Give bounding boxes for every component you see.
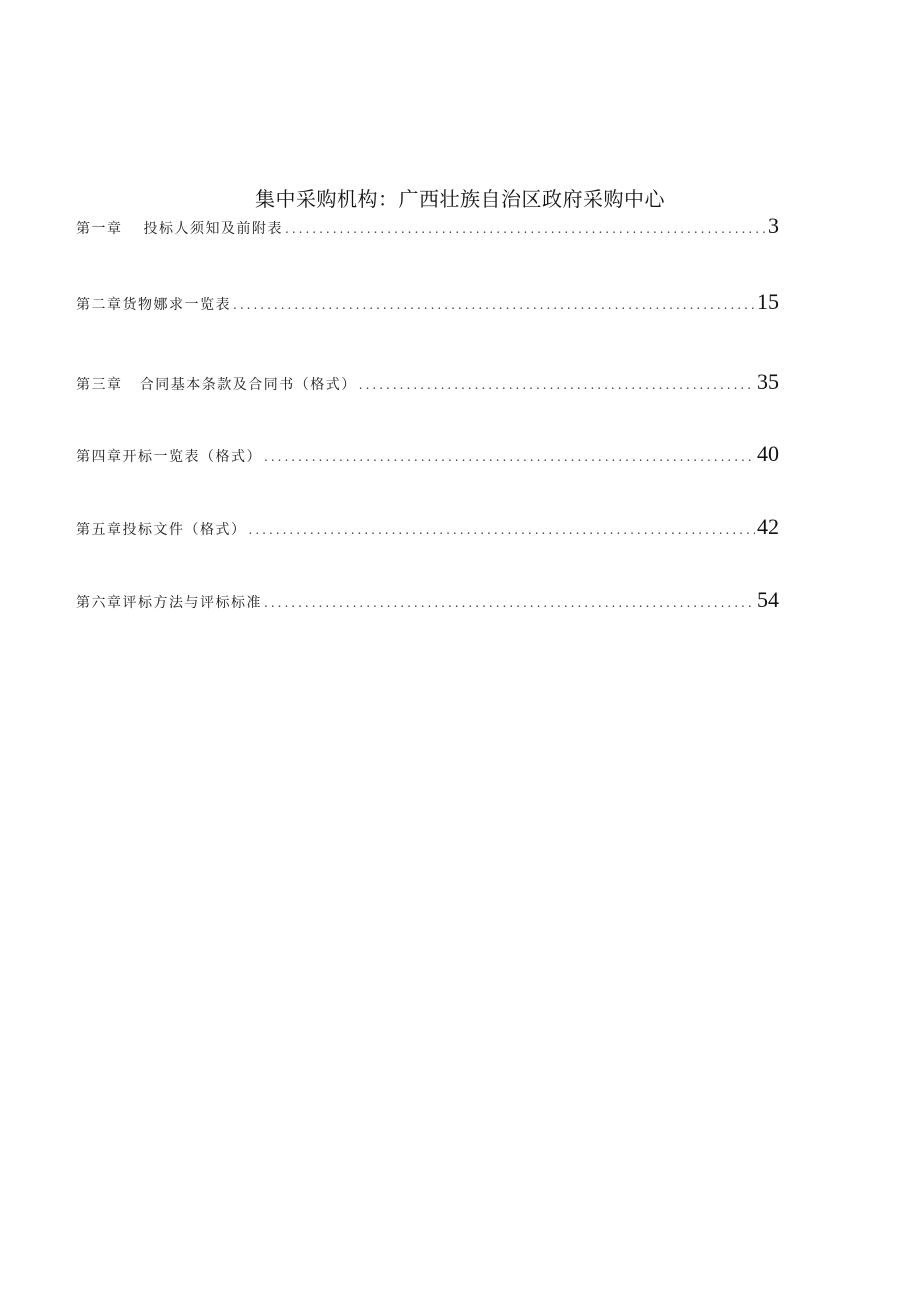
toc-dot-leader (264, 450, 755, 464)
toc-page-number: 40 (757, 441, 779, 466)
toc-entry-chapter-2[interactable] (76, 289, 779, 317)
toc-entry-chapter-6[interactable] (76, 587, 779, 615)
toc-chapter-number: 第一章 (76, 221, 123, 237)
toc-entry-chapter-5[interactable] (76, 514, 779, 542)
procurement-agency-line: 集中采购机构：广西壮族自治区政府采购中心 (255, 187, 665, 211)
toc-dot-leader (359, 378, 755, 392)
toc-dot-leader (285, 222, 766, 236)
toc-dot-leader (264, 596, 755, 610)
toc-entry-chapter-3[interactable] (76, 369, 779, 397)
toc-entry-chapter-1[interactable] (76, 213, 779, 241)
toc-chapter-number: 第六章 (76, 595, 123, 611)
toc-chapter-title: 评标方法与评标标准 (122, 595, 262, 611)
toc-chapter-number: 第四章 (76, 449, 123, 465)
toc-page-number: 35 (757, 369, 779, 394)
toc-chapter-title: 货物娜求一览表 (122, 297, 231, 313)
toc-chapter-number: 第五章 (76, 522, 123, 538)
toc-page-number: 15 (757, 289, 779, 314)
toc-dot-leader (233, 298, 755, 312)
toc-entry-chapter-4[interactable] (76, 441, 779, 469)
toc-page-number: 3 (768, 213, 779, 238)
toc-chapter-number: 第二章 (76, 297, 123, 313)
toc-chapter-title: 投标人须知及前附表 (143, 221, 283, 237)
toc-chapter-title: 开标一览表（格式） (122, 449, 262, 465)
toc-chapter-number: 第三章 (76, 377, 123, 393)
toc-chapter-title: 合同基本条款及合同书（格式） (139, 377, 357, 393)
toc-page-number: 54 (757, 587, 779, 612)
toc-chapter-title: 投标文件（格式） (122, 522, 247, 538)
toc-dot-leader (249, 523, 756, 537)
toc-page-number: 42 (757, 514, 779, 539)
